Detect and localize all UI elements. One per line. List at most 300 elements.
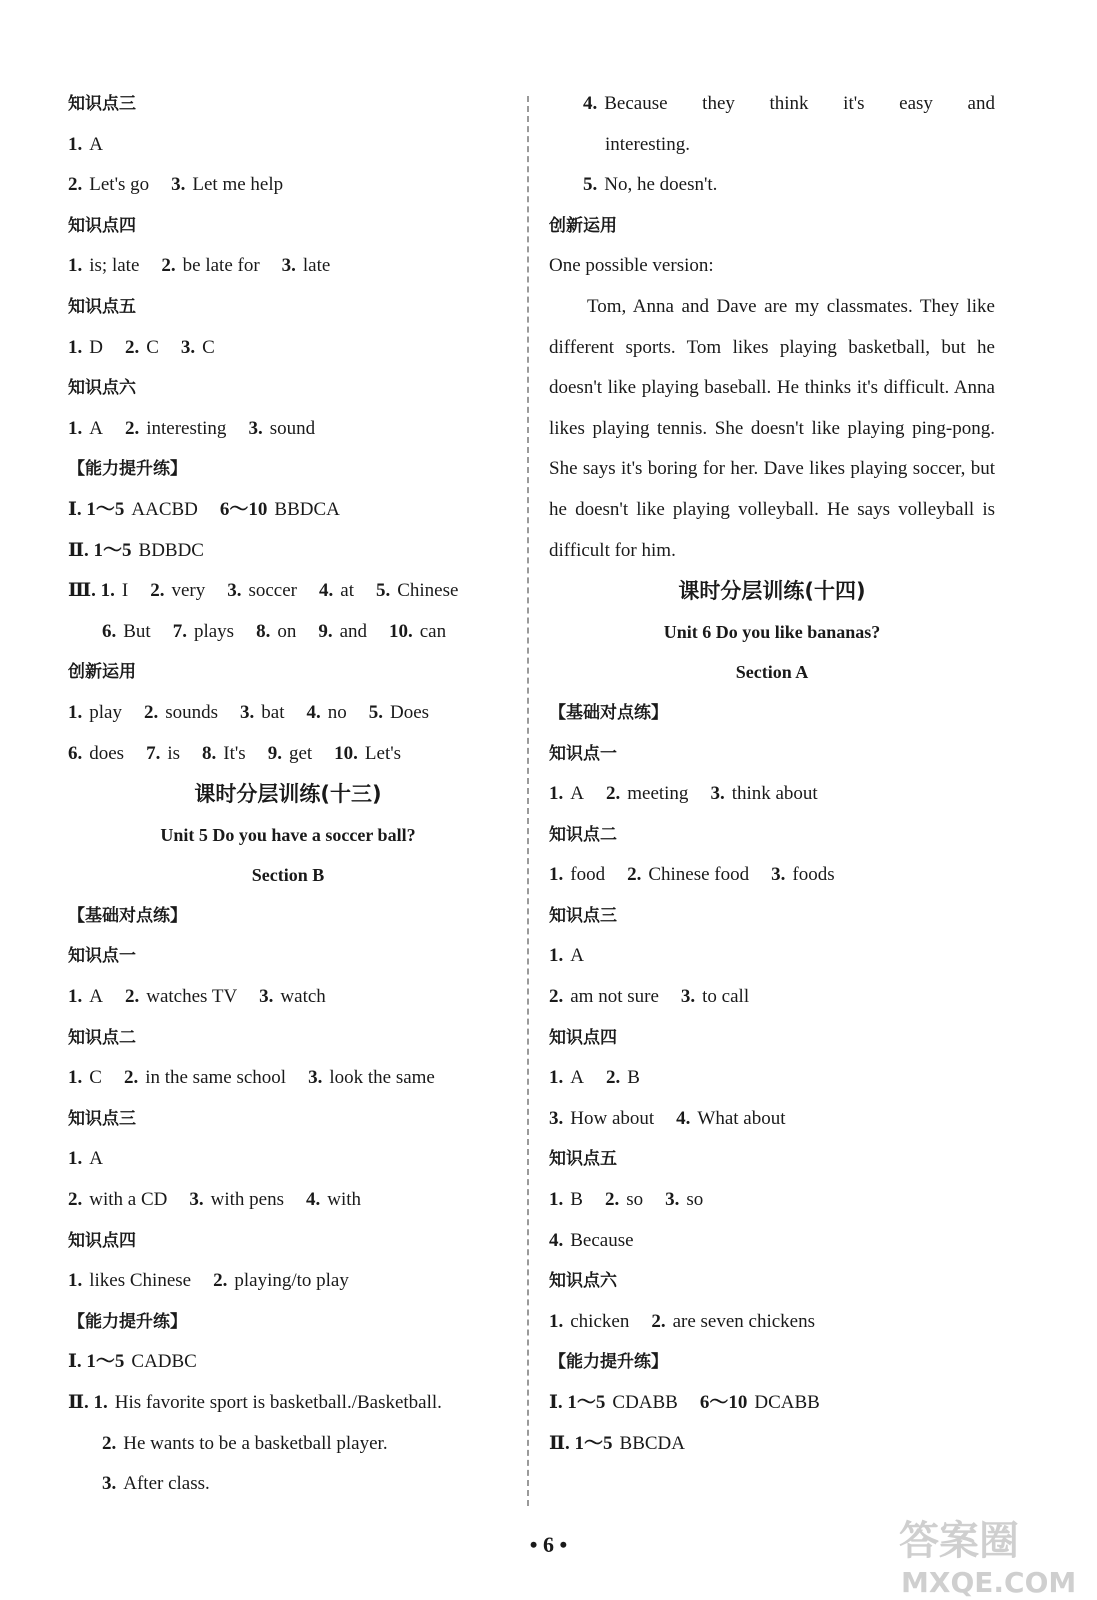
answer-item bbox=[68, 1270, 191, 1291]
answer-line bbox=[549, 1383, 995, 1424]
answer-item bbox=[549, 1433, 685, 1454]
answer-number: 3. bbox=[665, 1189, 680, 1211]
answer-item bbox=[220, 499, 340, 520]
answer-number: 9. bbox=[267, 742, 282, 764]
watermark-logo-url: MXQE.COM bbox=[901, 1566, 1077, 1598]
answer-text: think bbox=[769, 93, 809, 114]
answer-number: Ⅰ. 1～5 bbox=[549, 1392, 606, 1413]
answer-number: 1. bbox=[68, 255, 83, 277]
answer-item bbox=[651, 1311, 815, 1332]
answer-item bbox=[68, 1189, 167, 1210]
left-column bbox=[68, 84, 508, 1505]
answer-text: so bbox=[686, 1189, 704, 1211]
answer-number: 2. bbox=[150, 580, 165, 602]
answer-item bbox=[68, 1392, 442, 1413]
answer-line bbox=[549, 1302, 995, 1343]
answer-line bbox=[549, 1180, 995, 1221]
answer-line bbox=[68, 1383, 508, 1424]
answer-line bbox=[68, 693, 508, 734]
answer-text: BBCDA bbox=[619, 1432, 685, 1454]
answer-item bbox=[549, 1392, 678, 1413]
answer-text: plays bbox=[193, 620, 235, 642]
answer-item bbox=[125, 986, 237, 1007]
answer-item bbox=[606, 783, 688, 804]
answer-item bbox=[549, 1067, 584, 1088]
answer-item bbox=[549, 1108, 654, 1129]
section-heading: 【基础对点练】 bbox=[68, 905, 187, 926]
answer-number: 2. bbox=[102, 1432, 117, 1454]
answer-number: 6～10 bbox=[699, 1392, 748, 1413]
answer-line bbox=[68, 1058, 508, 1099]
lesson-subtitle: Section B bbox=[251, 865, 325, 886]
answer-item bbox=[389, 621, 446, 642]
answer-item bbox=[102, 1473, 210, 1494]
answer-text: Because bbox=[570, 1229, 634, 1251]
section-heading: 知识点四 bbox=[549, 1027, 617, 1048]
section-heading: 知识点五 bbox=[549, 1149, 617, 1170]
answer-number: 1. bbox=[68, 336, 83, 358]
section-heading: 知识点三 bbox=[68, 1108, 136, 1129]
answer-number: 2. bbox=[161, 255, 176, 277]
answer-item bbox=[240, 702, 284, 723]
answer-line bbox=[549, 977, 995, 1018]
answer-item bbox=[227, 580, 297, 601]
answer-text: Chinese bbox=[397, 580, 459, 602]
answer-line bbox=[68, 1464, 508, 1505]
answer-text: it's bbox=[843, 93, 865, 114]
answer-line bbox=[549, 84, 995, 125]
answer-text: A bbox=[89, 133, 103, 155]
answer-text: at bbox=[340, 580, 354, 602]
answer-number: 3. bbox=[180, 336, 196, 358]
section-heading: 知识点一 bbox=[68, 946, 136, 967]
section-heading: 【能力提升练】 bbox=[549, 1352, 668, 1373]
watermark-logo bbox=[893, 1506, 1083, 1598]
section-heading: 知识点六 bbox=[549, 1271, 617, 1292]
answer-item bbox=[102, 621, 151, 642]
answer-item bbox=[376, 580, 458, 601]
answer-number: 3. bbox=[171, 174, 186, 196]
answer-text: easy bbox=[899, 93, 933, 114]
answer-item bbox=[319, 580, 354, 601]
answer-text: How about bbox=[570, 1107, 655, 1129]
answer-text: to call bbox=[702, 986, 750, 1008]
answer-text: with pens bbox=[210, 1189, 284, 1211]
answer-number: 3. bbox=[549, 1107, 564, 1129]
answer-number: 2. bbox=[549, 986, 564, 1008]
answer-item bbox=[102, 1433, 388, 1454]
answer-text: BDBDC bbox=[138, 539, 204, 561]
answer-item bbox=[549, 255, 714, 276]
answer-item bbox=[583, 84, 668, 125]
answer-number: 2. bbox=[143, 701, 159, 723]
answer-line bbox=[549, 246, 995, 287]
answer-number: 2. bbox=[68, 1189, 83, 1211]
answer-text: AACBD bbox=[131, 498, 198, 520]
answer-item bbox=[369, 702, 429, 723]
answer-item bbox=[702, 84, 735, 125]
answer-text: DCABB bbox=[754, 1392, 820, 1413]
answer-number: 4. bbox=[319, 580, 334, 602]
answer-item bbox=[68, 540, 204, 561]
answer-number: 3. bbox=[240, 701, 255, 723]
answer-item bbox=[605, 134, 690, 155]
answer-text: are seven chickens bbox=[672, 1310, 816, 1332]
answer-line bbox=[549, 1058, 995, 1099]
answer-number: 4. bbox=[306, 701, 321, 723]
answer-item bbox=[124, 1067, 286, 1088]
answer-text: A bbox=[570, 945, 584, 967]
answer-number: 3. bbox=[710, 783, 725, 805]
answer-line bbox=[549, 936, 995, 977]
section-heading: 知识点五 bbox=[68, 296, 136, 317]
answer-line bbox=[68, 1261, 508, 1302]
answer-text: no bbox=[327, 701, 347, 723]
answer-line bbox=[68, 531, 508, 572]
answer-item bbox=[259, 986, 326, 1007]
answer-text: A bbox=[570, 1067, 584, 1089]
answer-number: 1. bbox=[549, 783, 564, 805]
answer-item bbox=[68, 418, 103, 439]
lesson-subtitle: Unit 5 Do you have a soccer ball? bbox=[160, 824, 416, 845]
answer-text: What about bbox=[697, 1107, 786, 1129]
answer-text: B bbox=[627, 1067, 640, 1089]
answer-number: 3. bbox=[102, 1473, 117, 1495]
answer-line bbox=[68, 612, 508, 653]
answer-item bbox=[306, 702, 346, 723]
answer-number: 3. bbox=[248, 417, 263, 439]
answer-number: 1. bbox=[68, 986, 83, 1008]
answer-number: 8. bbox=[202, 742, 217, 764]
answer-line bbox=[68, 571, 508, 612]
answer-number: 3. bbox=[771, 864, 786, 886]
answer-text: playing/to play bbox=[234, 1270, 349, 1292]
section-heading: 知识点二 bbox=[68, 1027, 136, 1048]
answer-text: likes Chinese bbox=[89, 1270, 192, 1292]
answer-number: 2. bbox=[605, 1067, 621, 1089]
answer-text: interesting. bbox=[605, 133, 690, 155]
answer-line bbox=[68, 977, 508, 1018]
answer-item bbox=[334, 743, 401, 764]
answer-item bbox=[68, 499, 198, 520]
answer-text: He wants to be a basketball player. bbox=[123, 1432, 388, 1454]
answer-number: 6. bbox=[102, 620, 117, 642]
answer-line bbox=[68, 1180, 508, 1221]
answer-number: Ⅰ. 1～5 bbox=[68, 1351, 125, 1373]
answer-number: 7. bbox=[172, 620, 187, 642]
answer-text: with bbox=[327, 1189, 361, 1211]
answer-text: watch bbox=[280, 986, 326, 1008]
answer-text: they bbox=[702, 93, 735, 114]
answer-item bbox=[308, 1067, 435, 1088]
answer-text: soccer bbox=[248, 580, 298, 602]
answer-text: C bbox=[146, 336, 159, 358]
answer-item bbox=[68, 702, 122, 723]
answer-item bbox=[268, 743, 312, 764]
right-column bbox=[549, 84, 995, 1464]
section-heading: 创新运用 bbox=[68, 662, 136, 683]
answer-number: 1. bbox=[549, 945, 564, 967]
answer-number: 1. bbox=[68, 701, 83, 723]
answer-text: Let's bbox=[364, 742, 402, 764]
answer-text: be late for bbox=[182, 255, 260, 277]
answer-text: meeting bbox=[627, 783, 689, 805]
answer-text: late bbox=[302, 255, 331, 277]
answer-line bbox=[68, 1342, 508, 1383]
answer-line bbox=[549, 165, 995, 206]
section-heading: 创新运用 bbox=[549, 215, 617, 236]
lesson-subtitle: Unit 6 Do you like bananas? bbox=[663, 621, 881, 642]
section-heading: 【基础对点练】 bbox=[549, 702, 668, 723]
answer-number: 3. bbox=[227, 580, 242, 602]
answer-text: C bbox=[89, 1067, 102, 1089]
answer-text: It's bbox=[223, 742, 246, 764]
answer-line bbox=[68, 328, 508, 369]
answer-text: CDABB bbox=[612, 1392, 678, 1413]
answer-number: 9. bbox=[318, 620, 333, 642]
answer-item bbox=[68, 986, 103, 1007]
answer-item bbox=[171, 174, 283, 195]
answer-number: 4. bbox=[676, 1107, 691, 1129]
answer-item bbox=[549, 1311, 629, 1332]
answer-line bbox=[68, 490, 508, 531]
answer-text: CADBC bbox=[131, 1351, 197, 1373]
answer-item bbox=[318, 621, 367, 642]
answer-line bbox=[549, 1099, 995, 1140]
answer-item bbox=[68, 1148, 103, 1169]
answer-number: Ⅲ. 1. bbox=[68, 580, 115, 602]
answer-number: 4. bbox=[549, 1229, 564, 1251]
answer-line bbox=[549, 774, 995, 815]
answer-line bbox=[68, 165, 508, 206]
answer-text: look the same bbox=[329, 1067, 435, 1089]
section-heading: 知识点三 bbox=[549, 905, 617, 926]
answer-number: 7. bbox=[146, 742, 161, 764]
answer-line bbox=[549, 125, 995, 166]
answer-item bbox=[968, 84, 995, 125]
answer-text: very bbox=[171, 580, 206, 602]
answer-text: get bbox=[288, 742, 313, 764]
answer-item bbox=[770, 84, 809, 125]
answer-text: sound bbox=[269, 417, 316, 439]
answer-item bbox=[549, 986, 659, 1007]
lesson-subtitle: Section A bbox=[735, 662, 809, 683]
answer-number: 1. bbox=[68, 1067, 83, 1089]
page-number: • 6 • bbox=[529, 1532, 568, 1557]
answer-item bbox=[144, 702, 218, 723]
answer-text: am not sure bbox=[570, 986, 659, 1008]
answer-item bbox=[306, 1189, 361, 1210]
answer-number: 1. bbox=[549, 1189, 564, 1211]
answer-text: chicken bbox=[570, 1310, 630, 1332]
answer-item bbox=[173, 621, 234, 642]
answer-item bbox=[549, 1230, 634, 1251]
answer-item bbox=[181, 337, 215, 358]
answer-item bbox=[68, 743, 124, 764]
answer-text: foods bbox=[792, 864, 835, 886]
answer-item bbox=[710, 783, 817, 804]
answer-item bbox=[899, 84, 933, 125]
answer-text: One possible version: bbox=[549, 255, 714, 277]
answer-item bbox=[68, 255, 139, 276]
answer-item bbox=[843, 84, 864, 125]
section-heading: 知识点六 bbox=[68, 378, 136, 399]
answer-number: 6～10 bbox=[219, 498, 268, 520]
answer-line bbox=[68, 246, 508, 287]
section-heading: 知识点四 bbox=[68, 1230, 136, 1251]
answer-text: A bbox=[89, 986, 103, 1008]
answer-text: But bbox=[123, 620, 151, 642]
answer-text: Chinese food bbox=[648, 864, 750, 886]
answer-item bbox=[700, 1392, 820, 1413]
section-heading: 【能力提升练】 bbox=[68, 459, 187, 480]
answer-item bbox=[68, 337, 103, 358]
answer-text: A bbox=[570, 783, 584, 805]
answer-line bbox=[549, 1221, 995, 1262]
answer-line bbox=[68, 1139, 508, 1180]
answer-text: A bbox=[89, 417, 103, 439]
answer-text: No, he doesn't. bbox=[604, 174, 718, 196]
answer-item bbox=[68, 580, 128, 601]
watermark-logo-cn: 答案圈 bbox=[899, 1518, 1019, 1564]
answer-number: 2. bbox=[124, 417, 140, 439]
answer-number: 2. bbox=[124, 336, 140, 358]
answer-number: 5. bbox=[583, 174, 598, 196]
answer-item bbox=[256, 621, 296, 642]
answer-text: food bbox=[570, 864, 606, 886]
answer-item bbox=[549, 783, 584, 804]
answer-item bbox=[189, 1189, 284, 1210]
answer-item bbox=[68, 134, 103, 155]
answer-text: and bbox=[967, 93, 995, 114]
section-heading: 【能力提升练】 bbox=[68, 1311, 187, 1332]
answer-line bbox=[68, 409, 508, 450]
answer-text: I bbox=[121, 580, 129, 602]
answer-text: think about bbox=[731, 783, 818, 805]
answer-number: 3. bbox=[189, 1189, 204, 1211]
answer-number: 2. bbox=[123, 1067, 139, 1089]
answer-number: 3. bbox=[680, 986, 696, 1008]
answer-text: Let's go bbox=[89, 174, 150, 196]
answer-item bbox=[549, 864, 605, 885]
answer-item bbox=[68, 1067, 102, 1088]
answer-number: 3. bbox=[281, 255, 296, 277]
answer-number: 1. bbox=[68, 133, 83, 155]
answer-number: 10. bbox=[334, 742, 358, 764]
answer-item bbox=[68, 174, 149, 195]
sample-essay: Tom, Anna and Dave are my classmates. They like different sports. Tom likes playing basketball, but he doesn't like playing baseball. He thinks it's difficult. Anna likes playing tennis. She doesn't like playing ping-pong. She says it's boring for her. Dave likes playing soccer, but he doesn't like playing volleyball. He says volleyball is difficult for him. bbox=[549, 295, 995, 561]
answer-item bbox=[213, 1270, 349, 1291]
lesson-title: 课时分层训练(十三) bbox=[194, 782, 382, 807]
answer-text: sounds bbox=[165, 701, 219, 723]
section-heading: 知识点一 bbox=[549, 743, 617, 764]
answer-text: so bbox=[626, 1189, 644, 1211]
answer-number: 2. bbox=[627, 864, 642, 886]
answer-number: 2. bbox=[651, 1310, 666, 1332]
answer-text: D bbox=[89, 336, 103, 358]
answer-text: Because bbox=[604, 93, 668, 114]
answer-line bbox=[549, 1424, 995, 1465]
answer-number: 4. bbox=[583, 93, 598, 114]
answer-item bbox=[125, 337, 159, 358]
answer-text: is bbox=[167, 742, 181, 764]
column-divider bbox=[527, 96, 529, 1506]
answer-number: 6. bbox=[68, 742, 83, 764]
answer-number: Ⅱ. 1～5 bbox=[68, 539, 132, 561]
answer-item bbox=[68, 1351, 197, 1372]
lesson-title: 课时分层训练(十四) bbox=[678, 579, 866, 604]
answer-number: 2. bbox=[124, 986, 140, 1008]
answer-number: 3. bbox=[259, 986, 274, 1008]
section-heading: 知识点三 bbox=[68, 94, 136, 114]
answer-text: can bbox=[419, 620, 447, 642]
answer-text: Let me help bbox=[192, 174, 284, 196]
answer-line bbox=[68, 734, 508, 775]
answer-item bbox=[676, 1108, 785, 1129]
answer-number: 1. bbox=[68, 417, 83, 439]
answer-text: with a CD bbox=[89, 1189, 168, 1211]
answer-item bbox=[627, 864, 749, 885]
answer-number: 2. bbox=[213, 1270, 228, 1292]
answer-item bbox=[665, 1189, 703, 1210]
answer-number: 2. bbox=[605, 783, 621, 805]
section-heading: 知识点二 bbox=[549, 824, 617, 845]
answer-text: and bbox=[339, 620, 367, 642]
answer-text: C bbox=[202, 336, 215, 358]
answer-number: 1. bbox=[549, 864, 564, 886]
answer-line bbox=[68, 1424, 508, 1465]
section-heading: 知识点四 bbox=[68, 215, 136, 236]
answer-item bbox=[161, 255, 259, 276]
answer-number: 1. bbox=[549, 1067, 564, 1089]
answer-text: on bbox=[277, 620, 297, 642]
answer-item bbox=[146, 743, 180, 764]
answer-number: Ⅱ. 1. bbox=[68, 1392, 108, 1413]
answer-text: BBDCA bbox=[274, 498, 340, 520]
answer-text: A bbox=[89, 1148, 103, 1170]
answer-item bbox=[549, 1189, 583, 1210]
answer-number: 2. bbox=[68, 174, 83, 196]
answer-line bbox=[68, 125, 508, 166]
answer-item bbox=[681, 986, 749, 1007]
answer-text: Does bbox=[389, 701, 430, 723]
answer-item bbox=[202, 743, 246, 764]
answer-text: bat bbox=[261, 701, 285, 723]
answer-text: watches TV bbox=[146, 986, 238, 1008]
answer-number: 1. bbox=[549, 1310, 564, 1332]
answer-item bbox=[606, 1067, 640, 1088]
answer-number: 10. bbox=[389, 620, 413, 642]
answer-number: 8. bbox=[256, 620, 271, 642]
answer-number: 5. bbox=[368, 701, 383, 723]
answer-text: interesting bbox=[146, 417, 227, 439]
answer-item bbox=[125, 418, 226, 439]
answer-text: play bbox=[89, 701, 122, 723]
answer-text: is; late bbox=[89, 255, 140, 277]
answer-item bbox=[605, 1189, 643, 1210]
answer-item bbox=[248, 418, 315, 439]
answer-number: 1. bbox=[68, 1148, 83, 1170]
answer-number: 3. bbox=[308, 1067, 323, 1089]
answer-text: B bbox=[570, 1189, 583, 1211]
answer-text: His favorite sport is basketball./Basketball. bbox=[114, 1392, 442, 1413]
answer-item bbox=[549, 945, 584, 966]
answer-item bbox=[282, 255, 331, 276]
answer-text: in the same school bbox=[145, 1067, 287, 1089]
answer-number: Ⅰ. 1～5 bbox=[68, 498, 125, 520]
answer-number: 2. bbox=[604, 1189, 620, 1211]
answer-number: 1. bbox=[68, 1270, 83, 1292]
